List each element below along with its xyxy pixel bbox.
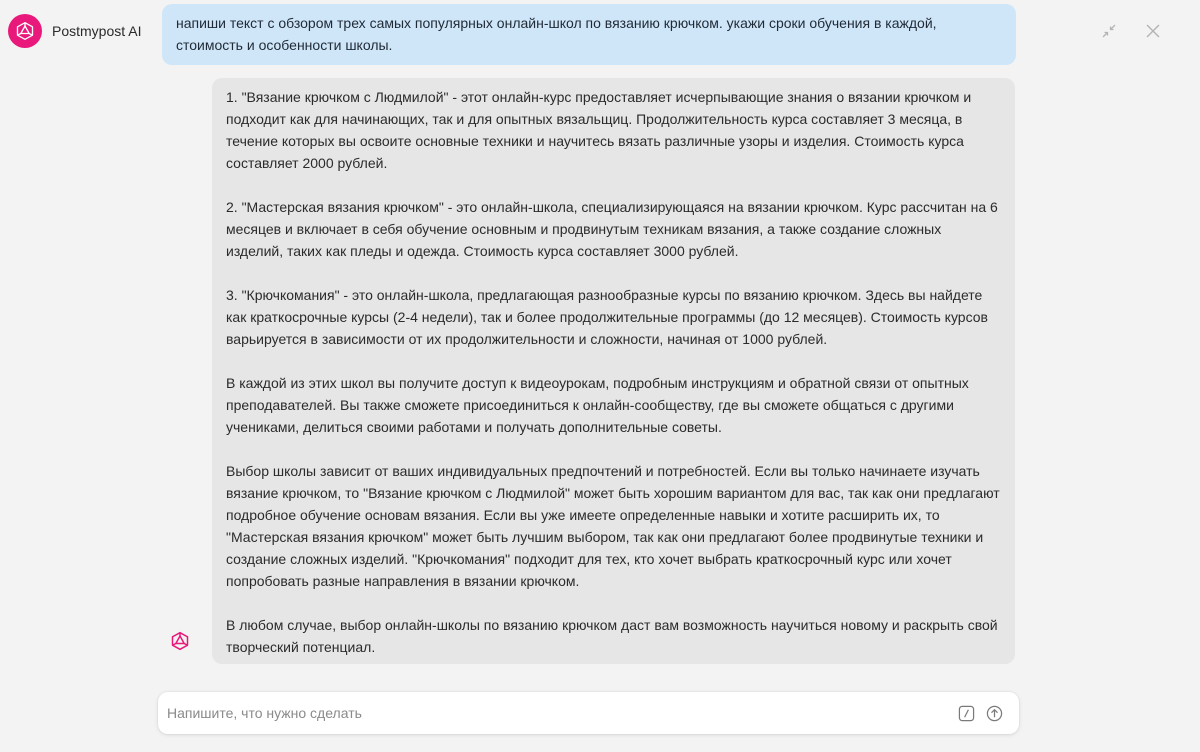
app-name: Postmypost AI <box>52 23 142 39</box>
window-actions <box>1098 20 1164 42</box>
ai-paragraph: В любом случае, выбор онлайн-школы по вязанию крючком даст вам возможность научиться новому и раскрыть свой творческий потенциал. <box>226 617 998 655</box>
collapse-arrows-icon[interactable] <box>1098 20 1120 42</box>
ai-message-bubble <box>212 78 1015 664</box>
close-icon[interactable] <box>1142 20 1164 42</box>
ai-paragraph: 1. "Вязание крючком с Людмилой" - этот онлайн-курс предоставляет исчерпывающие знания о вязании крючком и подходит как для начинающих, так и для опытных вязальщиц. Продолжительность курса составляет 3 месяца, в течение которых вы освоите основные техники и научитесь вязать различные узоры и изделия. Стоимость курса составляет 2000 рублей. <box>226 89 972 171</box>
composer-actions <box>957 704 1019 722</box>
postmypost-logo-icon <box>8 14 42 48</box>
send-arrow-up-icon[interactable] <box>985 704 1003 722</box>
app-brand <box>8 14 141 48</box>
user-message-bubble <box>162 4 1016 65</box>
ai-avatar-icon <box>168 629 192 653</box>
slash-command-icon[interactable] <box>957 704 975 722</box>
message-input[interactable] <box>158 692 957 734</box>
message-composer <box>158 692 1019 734</box>
user-message-text: напиши текст с обзором трех самых популярных онлайн-школ по вязанию крючком. укажи сроки обучения в каждой, стоимость и особенности школы. <box>176 15 937 53</box>
ai-paragraph: Выбор школы зависит от ваших индивидуальных предпочтений и потребностей. Если вы только начинаете изучать вязание крючком, то "Вязание крючком с Людмилой" может быть хорошим вариантом для вас, так как они предлагают подробное обучение основам вязания. Если вы уже имеете определенные навыки и хотите расширить их, то "Мастерская вязания крючком" может быть лучшим выбором, так как они предлагают более продвинутые техники и создание сложных изделий. "Крючкомания" подходит для тех, кто хочет выбрать краткосрочный курс или хочет попробовать разные направления в вязании крючком. <box>226 463 1000 589</box>
ai-paragraph: 3. "Крючкомания" - это онлайн-школа, предлагающая разнообразные курсы по вязанию крючком. Здесь вы найдете как краткосрочные курсы (2-4 недели), так и более продолжительные программы (до 12 месяцев). Стоимость курсов варьируется в зависимости от их продолжительности и сложности, начиная от 1000 рублей. <box>226 287 988 347</box>
ai-paragraph: 2. "Мастерская вязания крючком" - это онлайн-школа, специализирующаяся на вязании крючком. Курс рассчитан на 6 месяцев и включает в себя обучение основным и продвинутым техникам вязания, а также создание сложных изделий, таких как пледы и одежда. Стоимость курса составляет 3000 рублей. <box>226 199 998 259</box>
ai-paragraph: В каждой из этих школ вы получите доступ к видеоурокам, подробным инструкциям и обратной связи от опытных преподавателей. Вы также сможете присоединиться к онлайн-сообществу, где вы сможете общаться с другими учениками, делиться своими работами и получать дополнительные советы. <box>226 375 969 435</box>
